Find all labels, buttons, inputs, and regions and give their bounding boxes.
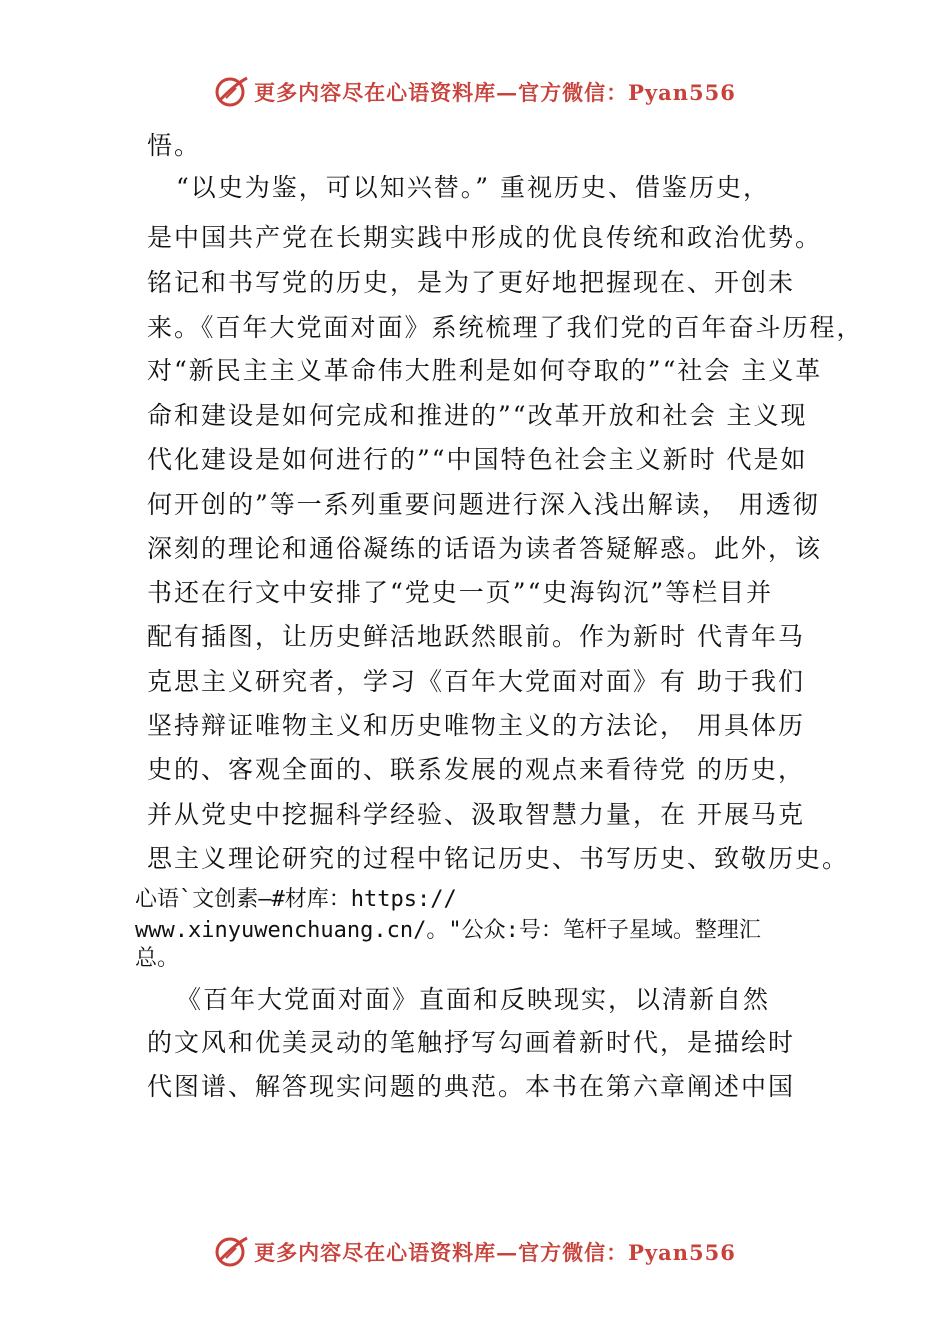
text-line: 配有插图，让历史鲜活地跃然眼前。作为新时 代青年马 — [147, 622, 805, 651]
text-line: 史的、客观全面的、联系发展的观点来看待党 的历史， — [147, 755, 805, 784]
text-line: 代图谱、解答现实问题的典范。本书在第六章阐述中国 — [147, 1072, 796, 1101]
text-line: 的文风和优美灵动的笔触抒写勾画着新时代，是描绘时 — [147, 1028, 796, 1057]
text-line: 悟。 — [147, 131, 202, 160]
source-note-line: www.xinyuwenchuang.cn/。"公众:号：笔杆子星域。整理汇 — [135, 918, 761, 943]
text-line: 并从党史中挖掘科学经验、汲取智慧力量，在 开展马克 — [147, 800, 805, 829]
source-note-line: 心语`文创素—#材库：https:// — [135, 887, 457, 912]
paragraph-start-line: 《百年大党面对面》直面和反映现实，以清新自然 — [176, 985, 771, 1014]
text-line: 代化建设是如何进行的”“中国特色社会主义新时 代是如 — [147, 445, 808, 474]
footer-watermark — [0, 1230, 950, 1274]
text-line: 深刻的理论和通俗凝练的话语为读者答疑解惑。此外，该 — [147, 534, 823, 563]
watermark-text: 更多内容尽在心语资料库—官方微信：Pyan556 — [254, 1240, 736, 1265]
text-line: 坚持辩证唯物主义和历史唯物主义的方法论， 用具体历 — [147, 711, 805, 740]
watermark-text: 更多内容尽在心语资料库—官方微信：Pyan556 — [254, 80, 736, 105]
brush-stroke-logo-icon — [214, 74, 250, 110]
source-note-line: 总。 — [135, 946, 180, 971]
text-line: 克思主义研究者，学习《百年大党面对面》有 助于我们 — [147, 667, 805, 696]
text-line: 何开创的”等一系列重要问题进行深入浅出解读， 用透彻 — [147, 490, 820, 519]
text-line: 书还在行文中安排了“党史一页”“史海钩沉”等栏目并 — [147, 578, 774, 607]
text-line: 命和建设是如何完成和推进的”“改革开放和社会 主义现 — [147, 401, 808, 430]
paragraph-start-line: “以史为鉴，可以知兴替。” 重视历史、借鉴历史， — [176, 173, 771, 202]
header-watermark — [0, 70, 950, 114]
text-line: 对“新民主主义革命伟大胜利是如何夺取的”“社会 主义革 — [147, 356, 823, 385]
text-line: 铭记和书写党的历史，是为了更好地把握现在、开创未 — [147, 268, 796, 297]
brush-stroke-logo-icon — [214, 1234, 250, 1270]
text-line: 来。《百年大党面对面》系统梳理了我们党的百年奋斗历程， — [147, 313, 864, 342]
text-line: 是中国共产党在长期实践中形成的优良传统和政治优势。 — [147, 223, 823, 252]
text-line: 思主义理论研究的过程中铭记历史、书写历史、致敬历史。 — [147, 844, 850, 873]
